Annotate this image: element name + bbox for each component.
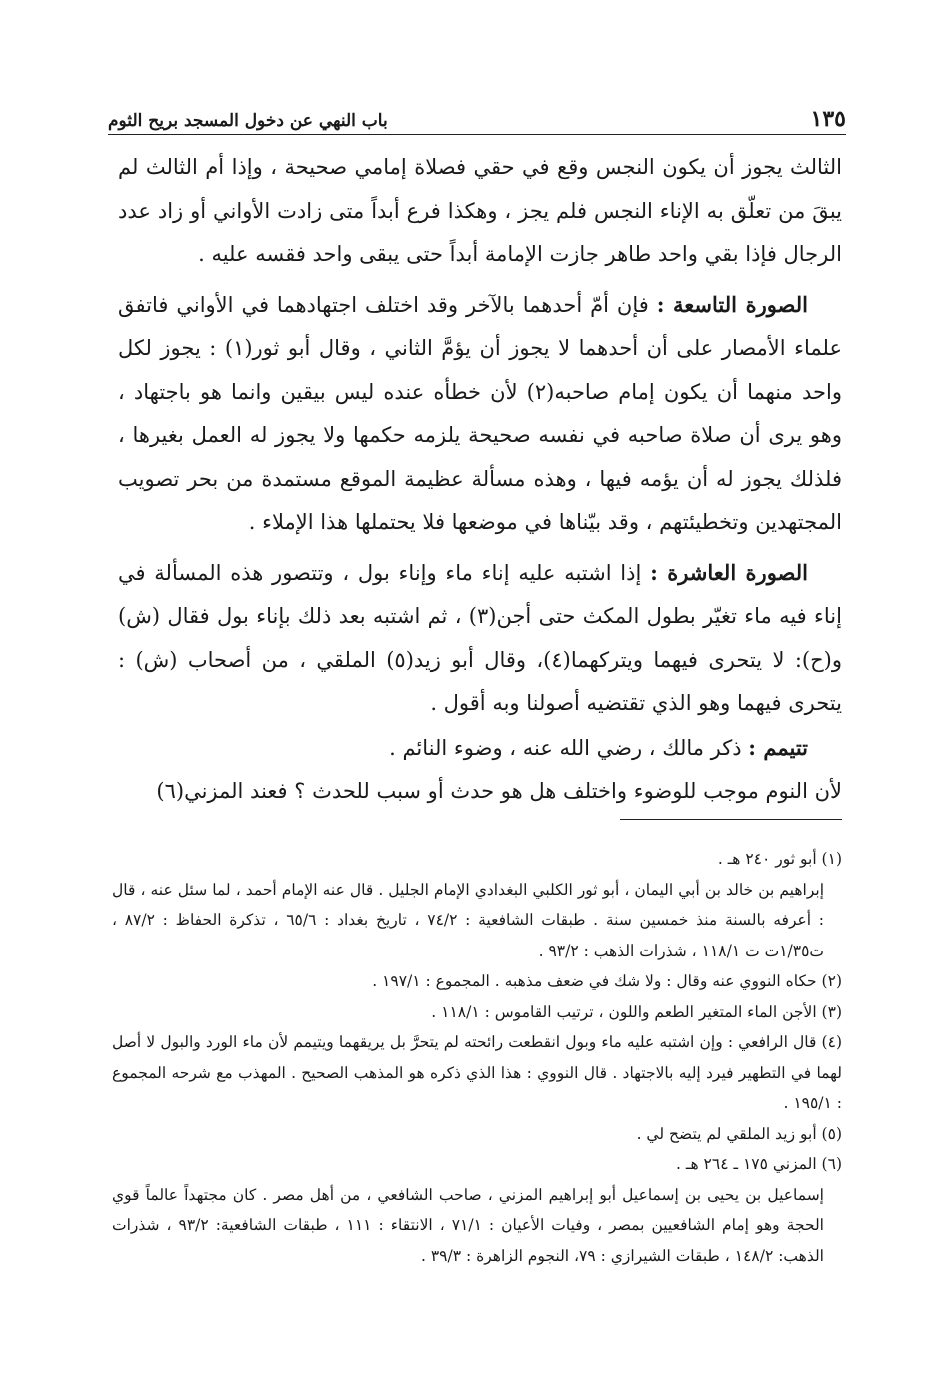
footnote-2: (٢) حكاه النووي عنه وقال : ولا شك في ضعف مذهبه . المجموع : ١٩٧/١ .: [372, 972, 842, 990]
paragraph-ninth-case: [118, 283, 842, 545]
running-title: باب النهي عن دخول المسجد بريح الثوم: [108, 111, 388, 131]
footnote-5: (٥) أبو زيد الملقي لم يتضح لي .: [636, 1124, 842, 1143]
paragraph-sleep: لأن النوم موجب للوضوء واختلف هل هو حدث أو سبب للحدث ؟ فعند المزني(٦): [156, 779, 842, 803]
footnote-6-body: إسماعيل بن يحيى بن إسماعيل أبو إبراهيم المزني ، صاحب الشافعي ، من أهل مصر . كان مجتهداً عالماً قوي الحجة وهو إمام الشافعيين بمصر ، وفيات الأعيان : ٧١/١ ، الانتقاء : ١١١ ، طبقات الشافعية: ٩٣/٢ ، شذرات الذهب: ١٤٨/٢ ، طبقات الشيرازي : ٧٩، النجوم الزاهرة : ٣٩/٣ .: [112, 1185, 824, 1265]
page-header: [108, 96, 846, 130]
footnote-1-body: إبراهيم بن خالد بن أبي اليمان ، أبو ثور الكلبي البغدادي الإمام الجليل . قال عنه الإمام أحمد ، لما سئل عنه ، قال : أعرفه بالسنة منذ خمسين سنة . طبقات الشافعية : ٧٤/٢ ، تاريخ بغداد : ٦٥/٦ ، تذكرة الحفاظ : ٨٧/٢ ، ت١/٣٥ت ت ١١٨/١ ، شذرات الذهب : ٩٣/٢ .: [112, 880, 825, 960]
footnote-divider: [620, 819, 842, 820]
header-divider: [108, 134, 846, 135]
paragraph-tatimma: [118, 726, 842, 771]
footnote-4: (٤) قال الرافعي : وإن اشتبه عليه ماء وبول انقطعت رائحته لم يتحرَّ بل يريقهما ويتيمم لأن ماء الورد والبول لا أصل لهما في التطهير فيرد إليه بالاجتهاد . قال النووي : هذا الذي ذكره هو المذهب الصحيح . المهذب مع شرحه المجموع : ١٩٥/١ .: [112, 1033, 842, 1112]
footnote-6: (٦) المزني ١٧٥ ـ ٢٦٤ هـ .: [676, 1155, 842, 1173]
main-text: [118, 146, 842, 814]
footnotes: [112, 844, 842, 1271]
ninth-case-heading: الصورة التاسعة :: [656, 291, 809, 317]
footnote-1: (١) أبو ثور ٢٤٠ هـ .: [717, 850, 842, 868]
page-number: ١٣٥: [810, 106, 846, 132]
tatimma-heading: تتيمم :: [748, 734, 808, 760]
tenth-case-text: إذا اشتبه عليه إناء ماء وإناء بول ، وتتصور هذه المسألة في إناء فيه ماء تغيّر بطول المكث حتى أجن(٣) ، ثم اشتبه بعد ذلك بإناء بول فقال (ش) و(ح): لا يتحرى فيهما ويتركهما(٤)، وقال أبو زيد(٥) الملقي ، من أصحاب (ش) : يتحرى فيهما وهو الذي تقتضيه أصولنا وبه أقول .: [118, 560, 842, 715]
tatimma-text: ذكر مالك ، رضي الله عنه ، وضوء النائم .: [389, 735, 749, 760]
footnote-3: (٣) الأجن الماء المتغير الطعم واللون ، ترتيب القاموس : ١١٨/١ .: [431, 1002, 842, 1021]
paragraph-tenth-case: [118, 551, 842, 726]
ninth-case-text: فإن أمّ أحدهما بالآخر وقد اختلف اجتهادهما في الأواني فاتفق علماء الأمصار على أن أحدهما لا يجوز أن يؤمَّ الثاني ، وقال أبو ثور(١) : يجوز لكل واحد منهما أن يكون إمام صاحبه(٢) لأن خطأه عنده ليس بيقين وانما هو باجتهاد ، وهو يرى أن صلاة صاحبه في نفسه صحيحة يلزمه حكمها ولا يجوز له العمل بغيرها ، فلذلك يجوز له أن يؤمه فيها ، وهذه مسألة عظيمة الموقع مستمدة من بحر تصويب المجتهدين وتخطيئتهم ، وقد بيّناها في موضعها فلا يحتملها هذا الإملاء .: [118, 292, 843, 534]
paragraph-1: الثالث يجوز أن يكون النجس وقع في حقي فصلاة إمامي صحيحة ، وإذا أم الثالث لم يبقَ من تعلّق به الإناء النجس فلم يجز ، وهكذا فرع أبداً متى زادت الأواني أو زاد عدد الرجال فإذا بقي واحد طاهر جازت الإمامة أبداً حتى يبقى واحد فقسه عليه .: [118, 155, 842, 266]
tenth-case-heading: الصورة العاشرة :: [650, 559, 808, 585]
